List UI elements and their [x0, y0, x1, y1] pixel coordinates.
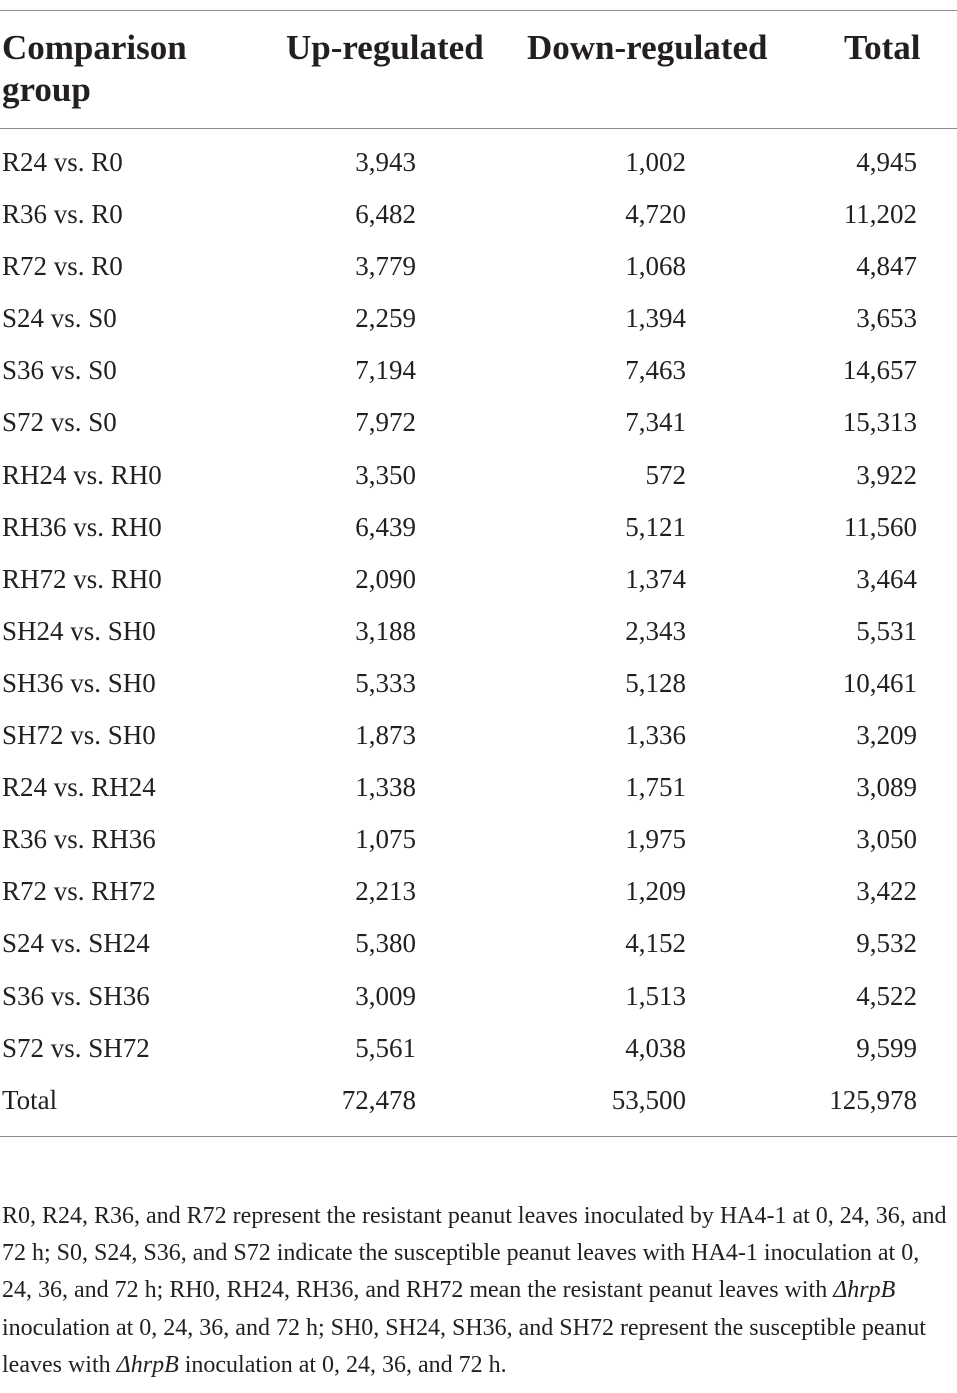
- table-row: [0, 293, 957, 345]
- cell-comparison-group: RH72 vs. RH0: [2, 563, 162, 594]
- header-total: Total: [844, 28, 921, 67]
- header-up-regulated: Up-regulated: [286, 28, 484, 67]
- table-row: [0, 606, 957, 658]
- cell-comparison-group: RH24 vs. RH0: [2, 459, 162, 490]
- table-row: [0, 814, 957, 866]
- cell-total: 11,560: [843, 511, 917, 542]
- cell-down-regulated: 2,343: [625, 615, 686, 646]
- cell-comparison-group: S24 vs. S0: [2, 303, 117, 334]
- table-row: [0, 502, 957, 554]
- table-body: [0, 129, 957, 1127]
- cell-down-regulated: 1,374: [625, 563, 686, 594]
- cell-comparison-group: R72 vs. R0: [2, 251, 123, 282]
- cell-down-regulated: 1,002: [625, 147, 686, 177]
- cell-comparison-group: S36 vs. S0: [2, 355, 117, 386]
- table-row: [0, 971, 957, 1023]
- cell-up-regulated: 5,333: [355, 667, 416, 698]
- cell-total: 14,657: [842, 355, 917, 386]
- cell-total: 15,313: [842, 407, 917, 438]
- table-row: [0, 866, 957, 918]
- cell-total: 3,422: [856, 876, 917, 907]
- cell-total: 11,202: [843, 199, 917, 230]
- cell-up-regulated: 3,009: [355, 980, 416, 1011]
- cell-down-regulated: 4,720: [625, 199, 686, 230]
- cell-up-regulated: 72,478: [341, 1084, 416, 1115]
- cell-up-regulated: 7,972: [355, 407, 416, 438]
- cell-total: 4,522: [856, 980, 917, 1011]
- cell-down-regulated: 1,513: [625, 980, 686, 1011]
- cell-up-regulated: 3,943: [355, 147, 416, 177]
- cell-total: 10,461: [842, 667, 917, 698]
- cell-comparison-group: R24 vs. R0: [2, 147, 123, 177]
- footnote-text-3: inoculation at 0, 24, 36, and 72 h.: [178, 1351, 507, 1378]
- deg-table: [0, 10, 957, 1127]
- table-row: [0, 554, 957, 606]
- footnote-mutant-2: ΔhrpB: [116, 1351, 179, 1378]
- table-row: [0, 345, 957, 397]
- cell-down-regulated: 4,038: [625, 1032, 686, 1063]
- cell-comparison-group: S24 vs. SH24: [2, 928, 150, 959]
- cell-down-regulated: 53,500: [611, 1084, 686, 1115]
- cell-down-regulated: 1,209: [625, 876, 686, 907]
- table-row: [0, 397, 957, 449]
- table-row: [0, 1023, 957, 1075]
- cell-up-regulated: 3,350: [355, 459, 416, 490]
- cell-up-regulated: 2,090: [355, 563, 416, 594]
- cell-up-regulated: 1,075: [355, 824, 416, 855]
- cell-total: 5,531: [856, 615, 917, 646]
- cell-comparison-group: S36 vs. SH36: [2, 980, 150, 1011]
- cell-up-regulated: 1,338: [355, 772, 416, 803]
- cell-down-regulated: 1,336: [625, 720, 686, 751]
- cell-total: 9,599: [856, 1032, 917, 1063]
- cell-up-regulated: 3,188: [355, 615, 416, 646]
- cell-down-regulated: 5,128: [625, 667, 686, 698]
- cell-up-regulated: 6,439: [355, 511, 416, 542]
- table-row: [0, 710, 957, 762]
- cell-up-regulated: 2,259: [355, 303, 416, 334]
- cell-total: 3,922: [856, 459, 917, 490]
- cell-total: 3,464: [856, 563, 917, 594]
- cell-down-regulated: 572: [645, 459, 686, 490]
- cell-up-regulated: 5,561: [355, 1032, 416, 1063]
- cell-total: 3,089: [856, 772, 917, 803]
- cell-comparison-group: S72 vs. SH72: [2, 1032, 150, 1063]
- cell-down-regulated: 1,751: [625, 772, 686, 803]
- cell-down-regulated: 4,152: [625, 928, 686, 959]
- cell-total: 3,209: [856, 720, 917, 751]
- cell-comparison-group: SH36 vs. SH0: [2, 667, 156, 698]
- cell-total: 4,945: [856, 147, 917, 177]
- cell-down-regulated: 1,975: [625, 824, 686, 855]
- cell-up-regulated: 3,779: [355, 251, 416, 282]
- table-row: [0, 1075, 957, 1127]
- cell-comparison-group: R24 vs. RH24: [2, 772, 156, 803]
- cell-total: 3,653: [856, 303, 917, 334]
- cell-up-regulated: 1,873: [355, 720, 416, 751]
- cell-comparison-group: S72 vs. S0: [2, 407, 117, 438]
- footnote-mutant-1: ΔhrpB: [833, 1277, 896, 1304]
- table-row: [0, 189, 957, 241]
- cell-comparison-group: SH24 vs. SH0: [2, 615, 156, 646]
- cell-comparison-group: R36 vs. R0: [2, 199, 123, 230]
- cell-comparison-group: R72 vs. RH72: [2, 876, 156, 907]
- footnote-text-1: R0, R24, R36, and R72 represent the resistant peanut leaves inoculated by HA4-1 at 0, 24, 36, and 72 h; S0, S24, S36, and S72 indicate the susceptible peanut leaves with HA4-1 inoculation at 0, 24, 36, and 72 h; RH0, RH24, RH36, and RH72 mean the resistant peanut leaves with: [2, 1203, 947, 1304]
- cell-down-regulated: 7,341: [625, 407, 686, 438]
- cell-up-regulated: 7,194: [355, 355, 416, 386]
- cell-comparison-group: R36 vs. RH36: [2, 824, 156, 855]
- cell-total: 125,978: [829, 1084, 917, 1115]
- table-row: [0, 450, 957, 502]
- table-row: [0, 762, 957, 814]
- cell-down-regulated: 1,394: [625, 303, 686, 334]
- cell-total: 9,532: [856, 928, 917, 959]
- table-footnote: [2, 1198, 955, 1384]
- table-row: [0, 241, 957, 293]
- cell-total: 4,847: [856, 251, 917, 282]
- cell-up-regulated: 2,213: [355, 876, 416, 907]
- header-down-regulated: Down-regulated: [527, 28, 768, 67]
- table-header: [0, 11, 957, 128]
- table-row: [0, 658, 957, 710]
- table-row: [0, 137, 957, 189]
- cell-down-regulated: 5,121: [625, 511, 686, 542]
- bottom-rule: [0, 1136, 957, 1137]
- cell-comparison-group: SH72 vs. SH0: [2, 720, 156, 751]
- cell-comparison-group: Total: [2, 1084, 58, 1115]
- cell-down-regulated: 1,068: [625, 251, 686, 282]
- footnote-text-2: inoculation at 0, 24, 36, and 72 h; SH0, SH24, SH36, and SH72 represent the susceptible peanut leaves with: [2, 1314, 926, 1378]
- header-comparison-group: Comparison group: [2, 28, 187, 109]
- cell-total: 3,050: [856, 824, 917, 855]
- cell-up-regulated: 5,380: [355, 928, 416, 959]
- cell-up-regulated: 6,482: [355, 199, 416, 230]
- cell-comparison-group: RH36 vs. RH0: [2, 511, 162, 542]
- table-row: [0, 918, 957, 970]
- cell-down-regulated: 7,463: [625, 355, 686, 386]
